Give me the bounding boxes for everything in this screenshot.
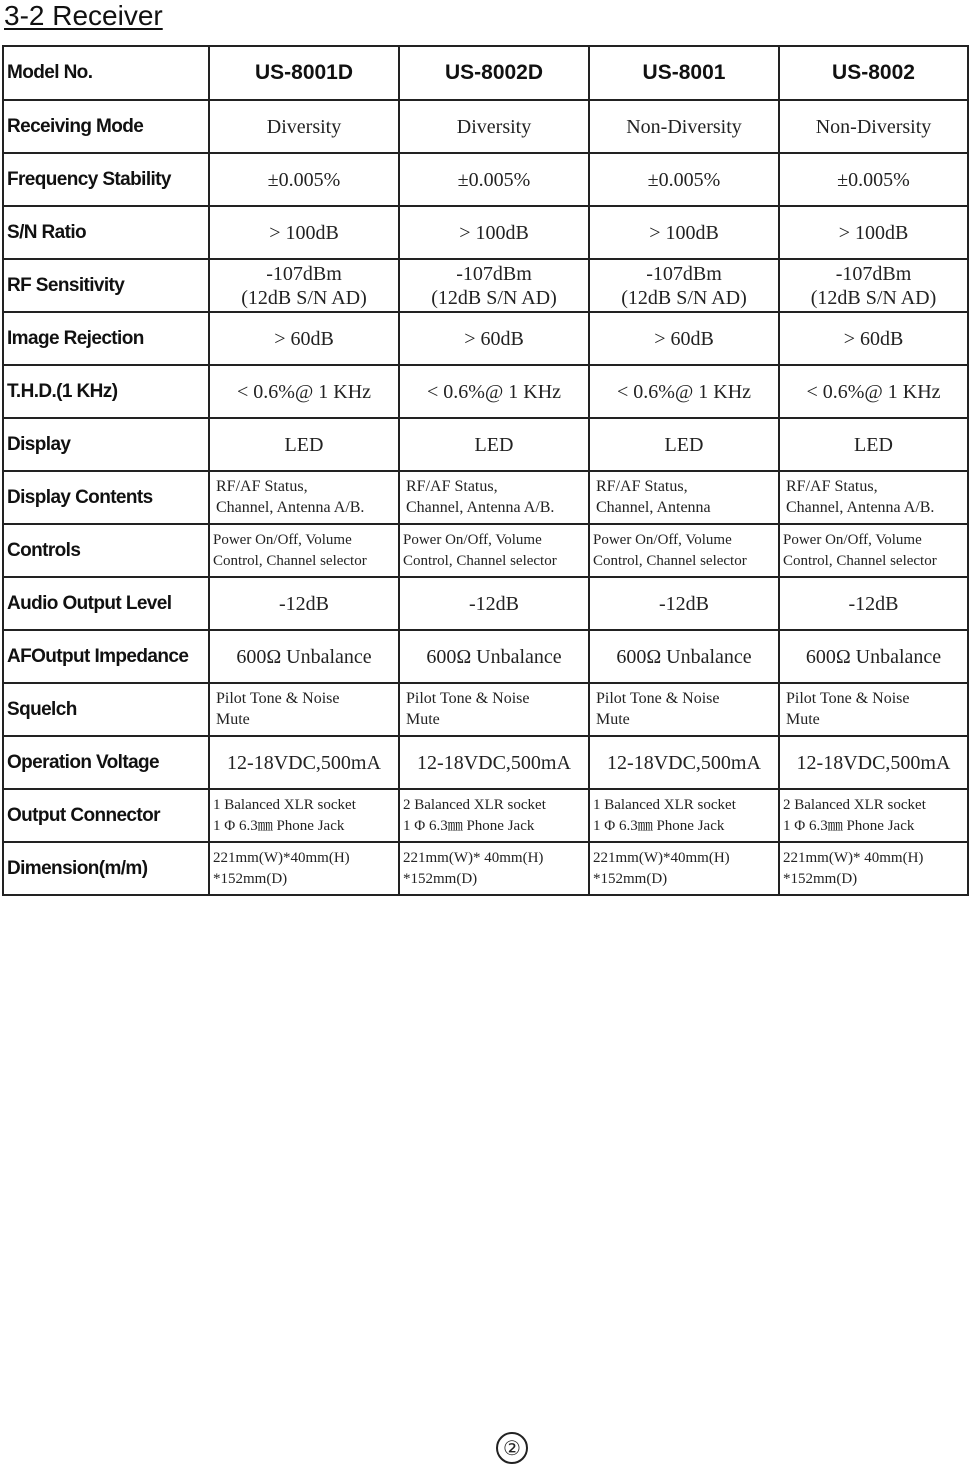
- spec-value-line: > 60dB: [464, 327, 524, 350]
- spec-value-cell: [399, 471, 589, 524]
- spec-value-line: RF/AF Status,: [596, 477, 688, 495]
- spec-value-cell: [779, 471, 968, 524]
- spec-value-cell: [399, 524, 589, 577]
- spec-value-cell: [209, 789, 399, 842]
- table-row: [3, 259, 968, 312]
- spec-value-cell: [589, 471, 779, 524]
- row-label: Display Contents: [3, 471, 209, 524]
- spec-value-line: Mute: [786, 710, 820, 728]
- spec-value-line: > 60dB: [654, 327, 714, 350]
- spec-value-line: ±0.005%: [837, 168, 910, 191]
- row-label: Frequency Stability: [3, 153, 209, 206]
- spec-value-cell: [209, 630, 399, 683]
- spec-value-line: RF/AF Status,: [786, 477, 878, 495]
- spec-value-cell: [209, 153, 399, 206]
- spec-value-cell: [779, 577, 968, 630]
- spec-value-line: Diversity: [266, 115, 342, 138]
- spec-value-cell: [209, 842, 399, 895]
- spec-value-line: LED: [474, 433, 514, 456]
- table-row: [3, 471, 968, 524]
- spec-value-cell: [209, 312, 399, 365]
- table-row: [3, 577, 968, 630]
- spec-value-cell: [209, 736, 399, 789]
- table-row: [3, 365, 968, 418]
- spec-value-cell: [779, 259, 968, 312]
- spec-value-line: 1 Φ 6.3㎜ Phone Jack: [783, 817, 915, 834]
- spec-value-cell: [779, 153, 968, 206]
- spec-value-line: > 100dB: [269, 221, 339, 244]
- spec-value-cell: [399, 206, 589, 259]
- spec-value-line: Mute: [406, 710, 440, 728]
- row-label: Model No.: [3, 46, 209, 100]
- spec-value-line: 600Ω Unbalance: [236, 645, 372, 668]
- spec-value-line: Channel, Antenna A/B.: [216, 498, 365, 516]
- spec-value-cell: [779, 365, 968, 418]
- section-title: 3-2 Receiver: [4, 0, 163, 31]
- spec-value-cell: [399, 418, 589, 471]
- spec-value-line: Pilot Tone & Noise: [786, 689, 910, 707]
- spec-value-cell: [779, 736, 968, 789]
- spec-value-line: ±0.005%: [457, 168, 531, 191]
- spec-value-cell: [399, 153, 589, 206]
- spec-value-line: Non-Diversity: [815, 115, 932, 138]
- spec-value-line: 12-18VDC,500mA: [607, 751, 761, 774]
- row-label: Audio Output Level: [3, 577, 209, 630]
- spec-value-line: Pilot Tone & Noise: [216, 689, 340, 707]
- row-label: Receiving Mode: [3, 100, 209, 153]
- spec-value-line: -107dBm: [456, 262, 532, 285]
- spec-value-line: *152mm(D): [783, 870, 858, 887]
- spec-value-cell: [209, 471, 399, 524]
- table-row: [3, 736, 968, 789]
- table-row: [3, 100, 968, 153]
- row-label: Controls: [3, 524, 209, 577]
- spec-value-line: 12-18VDC,500mA: [417, 751, 571, 774]
- table-header-row: [3, 46, 968, 100]
- row-label: AFOutput Impedance: [3, 630, 209, 683]
- spec-value-cell: [779, 312, 968, 365]
- spec-value-line: 221mm(W)* 40mm(H): [403, 849, 544, 866]
- spec-value-line: < 0.6%@ 1 KHz: [236, 380, 372, 403]
- model-number-cell: US-8001D: [209, 46, 399, 100]
- table-row: [3, 842, 968, 895]
- spec-value-line: -12dB: [659, 592, 709, 615]
- spec-value-cell: [399, 365, 589, 418]
- table-row: [3, 153, 968, 206]
- spec-value-cell: [209, 365, 399, 418]
- spec-value-cell: [209, 577, 399, 630]
- spec-value-line: Power On/Off, Volume: [783, 531, 922, 548]
- spec-value-line: LED: [284, 433, 324, 456]
- spec-value-line: *152mm(D): [403, 870, 478, 887]
- spec-value-cell: [589, 683, 779, 736]
- spec-value-cell: [399, 312, 589, 365]
- spec-value-cell: [589, 842, 779, 895]
- spec-value-line: (12dB S/N AD): [621, 286, 747, 309]
- spec-value-cell: [399, 683, 589, 736]
- spec-value-line: RF/AF Status,: [216, 477, 308, 495]
- spec-value-cell: [589, 577, 779, 630]
- spec-value-line: -12dB: [279, 592, 329, 615]
- table-row: [3, 206, 968, 259]
- spec-value-line: (12dB S/N AD): [810, 286, 937, 309]
- spec-value-line: LED: [664, 433, 704, 456]
- spec-value-cell: [589, 524, 779, 577]
- spec-value-line: -107dBm: [266, 262, 342, 285]
- table-row: [3, 630, 968, 683]
- spec-value-line: Control, Channel selector: [213, 552, 367, 569]
- row-label: Display: [3, 418, 209, 471]
- spec-value-line: Mute: [216, 710, 250, 728]
- spec-value-line: ±0.005%: [647, 168, 721, 191]
- spec-value-cell: [399, 259, 589, 312]
- spec-value-cell: [589, 789, 779, 842]
- spec-value-line: 2 Balanced XLR socket: [783, 796, 926, 813]
- spec-value-line: 1 Balanced XLR socket: [593, 796, 736, 813]
- table-row: [3, 524, 968, 577]
- spec-value-line: Pilot Tone & Noise: [406, 689, 530, 707]
- spec-value-line: 221mm(W)*40mm(H): [593, 849, 730, 866]
- spec-value-line: Power On/Off, Volume: [403, 531, 542, 548]
- spec-value-cell: [209, 683, 399, 736]
- spec-value-cell: [779, 524, 968, 577]
- spec-value-cell: [399, 842, 589, 895]
- spec-value-line: < 0.6%@ 1 KHz: [616, 380, 752, 403]
- spec-value-line: 1 Φ 6.3㎜ Phone Jack: [593, 817, 725, 834]
- spec-value-cell: [399, 100, 589, 153]
- spec-value-line: Channel, Antenna A/B.: [786, 498, 935, 516]
- spec-value-cell: [779, 418, 968, 471]
- table-row: [3, 683, 968, 736]
- spec-value-line: > 100dB: [838, 221, 909, 244]
- spec-value-line: -107dBm: [835, 262, 912, 285]
- receiver-spec-table: [2, 45, 969, 896]
- spec-value-line: > 100dB: [649, 221, 719, 244]
- row-label: Operation Voltage: [3, 736, 209, 789]
- spec-value-line: > 60dB: [274, 327, 334, 350]
- spec-value-line: Control, Channel selector: [403, 552, 557, 569]
- spec-value-line: -12dB: [469, 592, 519, 615]
- spec-value-line: 221mm(W)*40mm(H): [213, 849, 350, 866]
- spec-value-line: *152mm(D): [213, 870, 288, 887]
- spec-value-line: Channel, Antenna: [596, 498, 711, 516]
- spec-value-cell: [589, 100, 779, 153]
- spec-value-line: Power On/Off, Volume: [593, 531, 732, 548]
- model-number-cell: US-8002: [779, 46, 968, 100]
- spec-value-cell: [399, 577, 589, 630]
- spec-value-line: (12dB S/N AD): [241, 286, 367, 309]
- spec-value-line: -107dBm: [646, 262, 722, 285]
- spec-value-line: 1 Φ 6.3㎜ Phone Jack: [403, 817, 535, 834]
- spec-value-line: Control, Channel selector: [783, 552, 937, 569]
- spec-value-line: Diversity: [456, 115, 532, 138]
- spec-value-cell: [779, 206, 968, 259]
- spec-value-cell: [589, 736, 779, 789]
- spec-value-cell: [779, 100, 968, 153]
- row-label: RF Sensitivity: [3, 259, 209, 312]
- spec-value-cell: [589, 259, 779, 312]
- row-label: S/N Ratio: [3, 206, 209, 259]
- spec-value-line: > 100dB: [459, 221, 529, 244]
- spec-value-cell: [779, 630, 968, 683]
- row-label: T.H.D.(1 KHz): [3, 365, 209, 418]
- spec-value-line: 221mm(W)* 40mm(H): [783, 849, 924, 866]
- page-number: ②: [496, 1432, 528, 1464]
- spec-value-line: 1 Balanced XLR socket: [213, 796, 356, 813]
- spec-value-line: Channel, Antenna A/B.: [406, 498, 555, 516]
- spec-value-cell: [779, 683, 968, 736]
- spec-value-line: Mute: [596, 710, 630, 728]
- spec-value-cell: [399, 736, 589, 789]
- row-label: Output Connector: [3, 789, 209, 842]
- spec-value-cell: [589, 206, 779, 259]
- spec-value-line: LED: [854, 433, 893, 456]
- spec-value-cell: [589, 365, 779, 418]
- spec-value-line: -12dB: [848, 592, 899, 615]
- spec-value-cell: [779, 789, 968, 842]
- spec-value-cell: [209, 100, 399, 153]
- spec-value-line: 2 Balanced XLR socket: [403, 796, 546, 813]
- row-label: Image Rejection: [3, 312, 209, 365]
- spec-value-line: *152mm(D): [593, 870, 668, 887]
- spec-value-cell: [209, 259, 399, 312]
- spec-value-line: Control, Channel selector: [593, 552, 747, 569]
- spec-value-line: 12-18VDC,500mA: [227, 751, 381, 774]
- spec-value-line: < 0.6%@ 1 KHz: [426, 380, 562, 403]
- spec-value-cell: [589, 153, 779, 206]
- spec-value-line: RF/AF Status,: [406, 477, 498, 495]
- spec-value-line: Pilot Tone & Noise: [596, 689, 720, 707]
- spec-value-cell: [209, 418, 399, 471]
- spec-value-cell: [399, 789, 589, 842]
- table-row: [3, 418, 968, 471]
- spec-value-line: ±0.005%: [267, 168, 341, 191]
- spec-value-line: < 0.6%@ 1 KHz: [806, 380, 941, 403]
- spec-value-cell: [589, 312, 779, 365]
- spec-value-line: Power On/Off, Volume: [213, 531, 352, 548]
- spec-value-line: 12-18VDC,500mA: [796, 751, 951, 774]
- model-number-cell: US-8002D: [399, 46, 589, 100]
- row-label: Dimension(m/m): [3, 842, 209, 895]
- row-label: Squelch: [3, 683, 209, 736]
- spec-value-cell: [399, 630, 589, 683]
- model-number-cell: US-8001: [589, 46, 779, 100]
- table-row: [3, 789, 968, 842]
- spec-value-line: 600Ω Unbalance: [426, 645, 562, 668]
- spec-value-line: 600Ω Unbalance: [616, 645, 752, 668]
- spec-value-line: 1 Φ 6.3㎜ Phone Jack: [213, 817, 345, 834]
- spec-value-cell: [209, 524, 399, 577]
- spec-value-cell: [209, 206, 399, 259]
- spec-value-line: (12dB S/N AD): [431, 286, 557, 309]
- spec-value-cell: [589, 630, 779, 683]
- spec-value-cell: [589, 418, 779, 471]
- spec-value-line: 600Ω Unbalance: [805, 645, 942, 668]
- spec-value-line: > 60dB: [843, 327, 904, 350]
- table-row: [3, 312, 968, 365]
- spec-value-line: Non-Diversity: [626, 115, 742, 138]
- spec-value-cell: [779, 842, 968, 895]
